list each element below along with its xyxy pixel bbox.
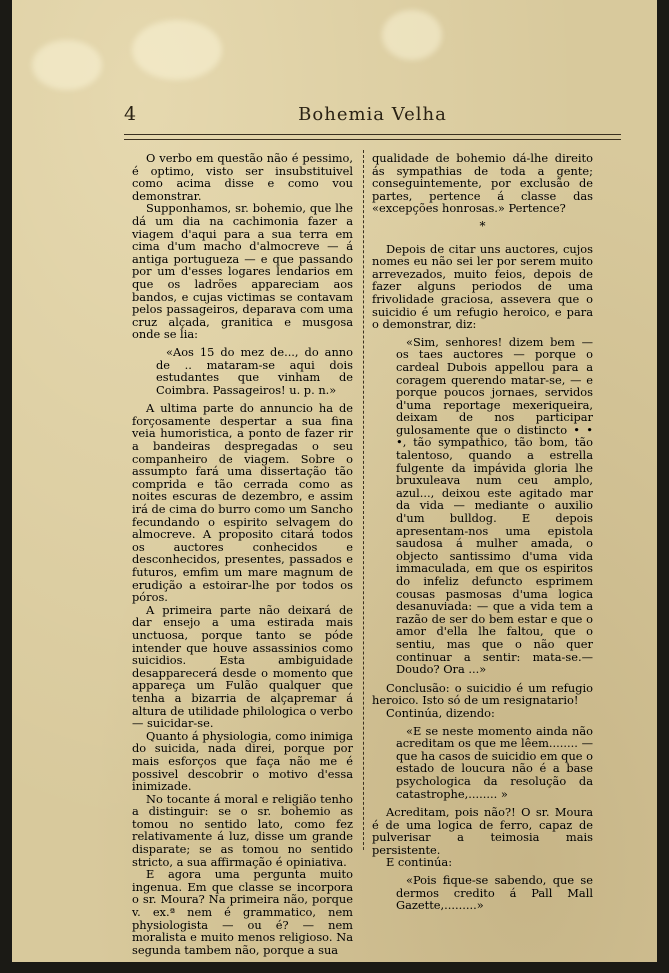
paragraph: Continúa, dizendo: [386, 705, 495, 720]
paper-stain [382, 10, 442, 60]
quote-text: «Aos 15 do mez de..., do anno de .. mataram-se aqui dois estudantes que vinham de Coimbra. Passageiros! u. p. n.» [156, 344, 353, 397]
block-quote [372, 874, 593, 912]
paragraph: Quanto á physiologia, como inimiga do suicida, nada direi, porque por mais esforços que faça não me é possivel descobrir o motivo d'essa inimizade. [132, 728, 353, 794]
paragraph: O verbo em questão não é pessimo, é optimo, visto ser insubstituivel como acima disse e como vou demonstrar. [132, 151, 353, 203]
paragraph: A primeira parte não deixará de dar ensejo a uma estirada mais unctuosa, porque tanto se póde intender que houve assassinios como suicidios. Esta ambiguidade desapparecerá desde o momento que appareça um Fulão qualquer que tenha a bizarria de alçapremar á altura de utilidade philologica o verbo — suicidar-se. [132, 602, 353, 731]
paragraph: Supponhamos, sr. bohemio, que lhe dá um dia na cachimonia fazer a viagem d'aqui para a sua terra em cima d'um macho d'almocreve — á antiga portugueza — e que passando por um d'esses logares lendarios em que os ladrões appareciam aos bandos, e cujas victimas se contavam pelos passageiros, deparava com uma cruz alçada, granitica e musgosa onde se lia: [132, 201, 353, 342]
block-quote [372, 336, 593, 676]
paragraph: A ultima parte do annuncio ha de forçosamente despertar a sua fina veia humoristica, a ponto de fazer rir a bandeiras despregadas o seu companheiro de viagem. Sobre o assumpto fará uma dissertação tão comprida e tão cerrada como as noites escuras de dezembro, e assim irá de cima do burro como um Sancho fecundando o espirito selvagem do almocreve. A proposito citará todos os auctores conhecidos e desconhecidos, presentes, passados e futuros, emfim um mare magnum de erudição a estoirar-lhe por todos os póros. [132, 401, 353, 605]
paragraph: E continúa: [386, 855, 453, 870]
paragraph: Conclusão: o suicidio é um refugio heroico. Isto só de um resignatario! [372, 680, 593, 708]
quote-text: «E se neste momento ainda não acreditam os que me lêem........ — que ha casos de suicidio em que o estado de loucura não é a base psychologica da resolução da catastrophe,........ » [396, 723, 594, 801]
paper-stain [132, 20, 222, 80]
left-column [132, 152, 353, 956]
block-quote [372, 725, 593, 801]
inscription-quote [132, 346, 353, 396]
column-divider [363, 150, 364, 850]
page-title: Bohemia Velha [298, 104, 447, 125]
paragraph: No tocante á moral e religião tenho a distinguir: se o sr. bohemio as tomou no sentido lato, como fez relativamente á luz, disse um grande disparate; se as tomou no sentido stricto, a sua affirmação é opiniativa. [132, 791, 353, 869]
quote-text: «Pois fique-se sabendo, que se dermos credito á Pall Mall Gazette,.........» [396, 873, 593, 913]
paper-stain [32, 40, 102, 90]
paragraph: Depois de citar uns auctores, cujos nomes eu não sei ler por serem muito arrevezados, muito feios, depois de fazer alguns periodos de uma frivolidade graciosa, assevera que o suicidio é um refugio heroico, e para o demonstrar, diz: [372, 241, 593, 332]
paragraph: Acreditam, pois não?! O sr. Moura é de uma logica de ferro, capaz de pulverisar a teimosia mais persistente. [372, 805, 593, 857]
paragraph: qualidade de bohemio dá-lhe direito ás sympathias de toda a gente; conseguintemente, por exclusão de partes, pertence á classe das «excepções honrosas.» Pertence? [372, 151, 593, 216]
header-rule [124, 134, 621, 135]
page-number: 4 [124, 103, 137, 125]
section-ornament: * [479, 218, 486, 233]
quote-text: «Sim, senhores! dizem bem — os taes auctores — porque o cardeal Dubois appellou para a coragem querendo matar-se, — e porque poucos jornaes, servidos d'uma reportage mexeriqueira, deixam de nos participar gulosamente que o distincto • • •, tão sympathico, tão bom, tão talentoso, quando a estrella fulgente da impávida gloria lhe bruxuleava num ceu amplo, azul..., deixou este agitado mar da vida — mediante o auxilio d'um bulldog. E depois apresentam-nos uma epistola saudosa á mulher amada, o objecto santissimo d'uma vida immaculada, em que os espiritos do infeliz defuncto esprimem cousas pasmosas d'uma logica desanuviada: — que a vida tem a razão de ser do bem estar e que o amor d'ella lhe faltou, que o sentiu, mas que o não quer continuar a sentir: mata-se.—Doudo? Ora ...» [396, 334, 593, 677]
right-column [372, 152, 593, 918]
page-header [124, 103, 621, 129]
paragraph: E agora uma pergunta muito ingenua. Em que classe se incorpora o sr. Moura? Na primeira não, porque v. ex.ª nem é grammatico, nem physiologista — ou é? — nem moralista e muito menos religioso. Na segunda tambem não, porque a sua [132, 867, 353, 957]
header-rule [124, 139, 621, 140]
